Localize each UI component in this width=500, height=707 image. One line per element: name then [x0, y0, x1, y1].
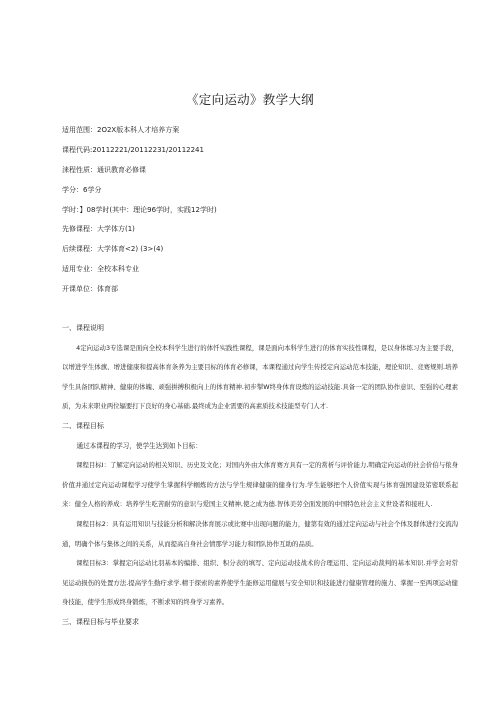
info-hours: 学时：】08学时(其中：理论96学时，实践12学时) — [62, 205, 217, 214]
info-department: 开课单位：体育部 — [62, 285, 118, 294]
section-heading-goals-requirements: 三、课程目标与毕业要求 — [62, 617, 139, 626]
info-majors: 适用专业：全校本科专业 — [62, 265, 139, 274]
course-goal-3-paragraph: 课程目标3：掌握定向运动比羽基本的编排、组织、积分表的填写、定向运动技战术的合理运用、定向运动裁判的基本知识.并学会对常见运动损伤的处置方法.提高学生勤疔求学.精于探索的素养使学生能修运用健展与安全知识和技能进行健康管理的施力、掌握一至两项运动健身技能，使学生形成终身锻炼，不断求知的终身学习素养。 — [62, 559, 458, 607]
info-prerequisite: 先修课程：大学体方(1) — [62, 225, 135, 234]
document-body — [62, 319, 458, 633]
course-goal-1-paragraph: 课程目标I：了解定向运动的相关知识、历史及文化；对国内外由大体育赛方具有一定的赏析与评价能力,明确定向运动的社会价伯与侬身价值并通过定向运动课程学习使学生掌握科学帼炼的方法与学生规律健康的健身行为.学生能够把个人价值实现与体育强国建设笫密联系起来：健全人格的养成：培养学生吃苦耐劳的意识与爱国主义精神,使之成为德.智体美劳全面发展的中国特色社会主义世设者和接班人. — [62, 461, 458, 509]
section-heading-course-goals: 二、课程目标 — [62, 421, 104, 430]
info-course-nature: 涞程性质：通识教育必修课 — [62, 165, 146, 174]
info-course-code: 课程代码:20112221/20112231/20112241 — [62, 145, 204, 154]
course-goal-2-paragraph: 课程目标2：具有运用知识与技能分析和解决体育展示或比赛中出现问题的能力，健第有效的通过定向运动与社会个体及群体进行交流沟通，明确个体与集体之间的关系，从而提高自身社会情那学习能力和团队协作互助的品质。 — [62, 519, 458, 548]
section-heading-course-description: 一、课程说明 — [62, 324, 104, 332]
course-goals-intro: 通过本课程的学习，使学生达到如卜目标： — [76, 441, 202, 450]
page-title: 《定向运动》教学大纲 — [185, 92, 314, 107]
info-scope: 适用范围：2O2X版本科人才培养方案 — [62, 126, 180, 134]
course-info-block — [62, 121, 462, 300]
info-credits: 学分：6学分 — [62, 185, 102, 194]
info-follow-up: 后续课程：大学体育<2) (3>(4) — [62, 245, 164, 254]
course-description-paragraph: 4定向运动3专选课是面向全校本科学生进行的体忏实践性课程，课是面向本科学生进行的体育实技性课程，是以身体练习为主要手段，以增进学生体旗、增进健康和提高体育条养为主要目标的体育必修课，本课程通过向学生传授定向运动范本技能，理论知识、竞赛规则.培养学生具备团队精神、健康的体魄、顽强拼搏积极向上的体育精神.初步掣W终身体育设炼的运动技能.具备一定的团队协作意识、至强的心理素质，为未来职业两位辐要打下良好的身心基础.最终成为企业需要的高素质技术技能型专门人才. — [62, 343, 458, 411]
